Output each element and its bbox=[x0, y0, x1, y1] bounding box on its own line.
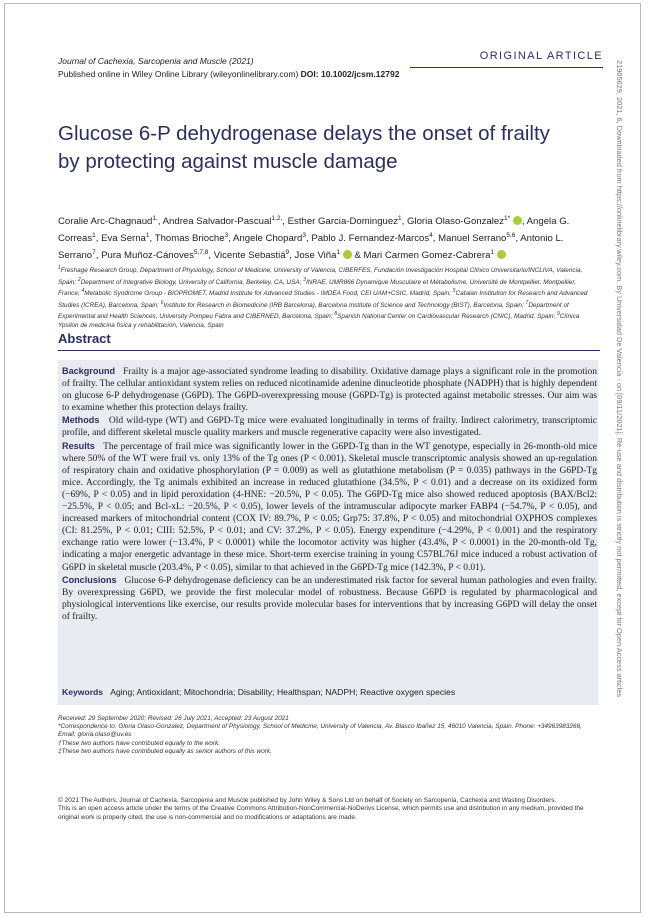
abstract-methods bbox=[62, 414, 597, 439]
conclusions-label: Conclusions bbox=[62, 574, 117, 585]
author-separator: , bbox=[289, 249, 295, 261]
copyright-line: © 2021 The Authors. Journal of Cachexia, Sarcopenia and Muscle published by John Wiley & Sons Ltd on behalf of Society on Sarcopenia, Cachexia and Wasting Disorders. bbox=[58, 797, 557, 804]
doi-link[interactable]: DOI: 10.1002/jcsm.12792 bbox=[300, 69, 400, 79]
publication-info bbox=[58, 69, 399, 79]
author-affiliation-mark: 1,2, bbox=[271, 215, 283, 222]
author-separator: , bbox=[95, 249, 102, 261]
author-name: Esther Garcia-Dominguez bbox=[287, 216, 398, 228]
journal-name: Journal of Cachexia, Sarcopenia and Muscle (2021) bbox=[58, 56, 254, 66]
affiliation-number: 9 bbox=[557, 311, 560, 318]
abstract-background bbox=[62, 365, 597, 414]
author-separator: , bbox=[282, 216, 288, 228]
author-name: Pablo J. Fernandez-Marcos bbox=[311, 232, 430, 244]
author-affiliation-mark: 1 bbox=[336, 248, 341, 256]
author-name: Manuel Serrano bbox=[438, 232, 507, 244]
senior-author-note: ‡These two authors have contributed equally as senior authors of this work. bbox=[58, 747, 272, 755]
author-name: Andrea Salvador-Pascual bbox=[162, 216, 272, 228]
keywords-label: Keywords bbox=[62, 687, 104, 697]
author-name: Angela G. Correas bbox=[58, 216, 570, 244]
abstract-divider bbox=[58, 350, 600, 351]
author-separator: & bbox=[351, 249, 364, 261]
results-text: The percentage of frail mice was significantly lower in the G6PD-Tg than in the WT genotype, especially in 26-month-old mice where 50% of the WT were frail vs. only 13% of the Tg ones (P < 0.001). Skeletal muscle transcriptomic analysis showed an up-regulation of respiratory chain and oxidative phosphorylation (P = 0.009) as well as glutathione metabolism (P = 0.035) pathways in the G6PD-Tg mice. Accordingly, the Tg animals exhibited an increase in reduced glutathione (34.5%, P < 0.01) and a decrease on its oxidized form (−69%, P < 0.05) and in lipid peroxidation (4-HNE: −20.5%, P < 0.05). The G6PD-Tg mice also showed reduced apoptosis (BAX/Bcl2: −25.5%, P < 0.05; and Bcl-xL: −20.5%, P < 0.05), lower levels of the intramuscular adipocyte marker FABP4 (−54.7%, P < 0.05), and increased markers of mitochondrial content (COX IV: 89.7%, P < 0.05; Grp75: 37.8%, P < 0.05) and mitochondrial OXPHOS complexes (CI: 81.25%, P < 0.01; CIII: 52.5%, P < 0.01; and CV: 37.2%, P < 0.05). Energy expenditure (−4.29%, P < 0.001) and the respiratory exchange ratio were lower (−13.4%, P < 0.0001) while the locomotor activity was higher (43.4%, P < 0.0001) in the 20-month-old Tg, indicating a major energetic advantage in these mice. Short-term exercise training in young C57BL76J mice induced a robust activation of G6PD in skeletal muscle (203.4%, P < 0.05), similar to that achieved in the G6PD-Tg mice (142.3%, P < 0.01). bbox=[62, 441, 597, 573]
author-affiliation-mark: 1 bbox=[92, 231, 96, 239]
author-separator: , bbox=[149, 232, 155, 244]
author-name: Gloria Olaso-Gonzalez bbox=[406, 216, 505, 228]
affiliation-number: 5 bbox=[452, 288, 456, 295]
received-dates: Received: 29 September 2020; Revised: 26 July 2021; Accepted: 23 August 2021 bbox=[58, 715, 289, 722]
author-name: Thomas Brioche bbox=[154, 232, 225, 244]
conclusions-text: Glucose 6-P dehydrogenase deficiency can be an underestimated risk factor for several human pathologies and even frailty. By overexpressing G6PD, we provide the first molecular model of robustness. Because G6PD is regulated by pharmacological and physiological interventions like exercise, our results provide molecular bases for interventions that by increasing G6PD will delay the onset of frailty. bbox=[62, 575, 598, 622]
affiliations bbox=[58, 264, 598, 330]
author-separator: , bbox=[521, 216, 527, 228]
methods-text: Old wild-type (WT) and G6PD-Tg mice were evaluated longitudinally in terms of frailty. Indirect calorimetry, transcriptomic profile, and different skeletal muscle quality markers and muscle regenerative capacity were also investigated. bbox=[62, 416, 597, 439]
background-text: Frailty is a major age-associated syndrome leading to disability. Oxidative damage plays a significant role in the promotion of frailty. The cellular antioxidant system relies on reduced nicotinamide adenine dinucleotide phosphate (NADPH) that is highly dependent on glucose 6-P dehydrogenase (G6PD). The G6PD-overexpressing mouse (G6PD-Tg) is protected against metabolic stresses. Our aim was to examine whether this protection delays frailty. bbox=[62, 367, 597, 414]
affiliation-text: Institute for Research in Biomedicine (IRB Barcelona), Barcelona Institute of Science and Technology (BIST), Barcelona, Spain; bbox=[163, 301, 526, 309]
affiliation-number: 3 bbox=[303, 276, 306, 283]
author-name: Mari Carmen Gomez-Cabrera bbox=[363, 249, 491, 261]
author-separator: , bbox=[432, 232, 439, 244]
abstract-results bbox=[62, 440, 597, 574]
affiliation-number: 7 bbox=[525, 299, 529, 306]
author-separator: , bbox=[305, 232, 312, 244]
affiliation-text: Department of Experimental and Health Sciences, University Pompeu Fabra and CIBERNED, Barcelona, Spain; bbox=[58, 301, 569, 321]
methods-label: Methods bbox=[62, 415, 100, 426]
affiliation-text: Freshage Research Group, Department of Physiology, School of Medicine, University of Valencia, CIBERFES, Fundación Investigación Hospital Clínico Universitario/INCLIVA, Valencia, Spain; bbox=[58, 267, 583, 286]
author-affiliation-mark: 1, bbox=[152, 215, 158, 222]
author-separator: , bbox=[95, 232, 102, 244]
correspondence: *Correspondence to: Gloria Olaso-Gonzalez, Department of Physiology, School of Medicine, University of Valencia, Av. Blasco Ibañez 15, 46010 Valencia, Spain. Phone: +34963983266, Email: gloria.olaso@uv.es bbox=[58, 723, 582, 739]
author-affiliation-mark: 5,6 bbox=[506, 231, 516, 239]
affiliation-text: Department of Integrative Biology, University of California, Berkeley, CA, USA; bbox=[80, 278, 304, 286]
author-separator: , bbox=[157, 216, 163, 228]
abstract-heading: Abstract bbox=[58, 331, 111, 346]
affiliation-text: INRAE, UMR866 Dynamique Musculaire et Métabolisme, Université de Montpellier, Montpellier, France; bbox=[58, 278, 576, 298]
author-name: Antonio L. Serrano bbox=[58, 232, 564, 261]
author-name: Jose Viña bbox=[294, 249, 337, 261]
orcid-icon[interactable] bbox=[497, 250, 506, 259]
copyright-notice bbox=[58, 797, 603, 822]
author-separator: , bbox=[208, 249, 214, 261]
abstract-body bbox=[62, 365, 597, 623]
affiliation-text: Spanish National Center on Cardiovascular Research (CNIC), Madrid, Spain; bbox=[337, 313, 558, 321]
affiliation-number: 8 bbox=[334, 311, 338, 318]
article-type-label: ORIGINAL ARTICLE bbox=[479, 50, 603, 62]
author-affiliation-mark: 9 bbox=[285, 248, 290, 256]
download-sidebar bbox=[606, 60, 630, 870]
author-name: Angele Chopard bbox=[233, 232, 303, 244]
author-affiliation-mark: 1 bbox=[145, 231, 150, 239]
orcid-icon[interactable] bbox=[343, 250, 352, 259]
equal-contribution-note: †These two authors have contributed equally to the work. bbox=[58, 739, 220, 747]
author-affiliation-mark: 1 bbox=[398, 215, 402, 222]
header-divider bbox=[410, 67, 603, 68]
affiliation-number: 4 bbox=[81, 288, 85, 295]
keywords bbox=[62, 687, 455, 697]
affiliation-text: Metabolic Syndrome Group - BIOPROMET, Madrid Institute for Advanced Studies - IMDEA Food, CEI UAM+CSIC, Madrid, Spain; bbox=[84, 290, 453, 298]
author-affiliation-mark: 5,7,8 bbox=[193, 248, 209, 256]
author-affiliation-mark: 1 bbox=[490, 248, 495, 256]
author-affiliation-mark: 7 bbox=[92, 248, 96, 256]
affiliation-number: 2 bbox=[77, 276, 81, 283]
affiliation-number: 6 bbox=[160, 299, 164, 306]
author-name: Coralie Arc-Chagnaud bbox=[58, 216, 153, 228]
affiliation-text: Catalan Institution for Research and Advanced Studies (ICREA), Barcelona, Spain; bbox=[58, 290, 588, 309]
author-separator: , bbox=[228, 232, 233, 244]
download-notice: 21905629, 2021, 6, Downloaded from https://onlinelibrary.wiley.com. By Universidad De Valencia - on [09/11/2021]. Re-use and distribution is strictly not permitted, except for Open Access articles bbox=[615, 60, 624, 698]
author-separator: , bbox=[515, 232, 521, 244]
author-separator: , bbox=[401, 216, 407, 228]
author-affiliation-mark: 4 bbox=[429, 231, 433, 239]
author-name: Vicente Sebastiá bbox=[213, 249, 286, 261]
article-notes bbox=[58, 715, 598, 756]
affiliation-text: Clínica Ypsilon de medicina física y rehabilitación, Valencia, Spain bbox=[58, 313, 580, 329]
license-line: This is an open access article under the terms of the Creative Commons Attribution-NonCommercial-NoDerivs License, which permits use and distribution in any medium, provided the original work is properly cited, the use is non-commercial and no modifications or adaptations are made. bbox=[58, 805, 584, 821]
background-label: Background bbox=[62, 366, 116, 376]
author-affiliation-mark: 3 bbox=[302, 231, 306, 239]
keywords-text: Aging; Antioxidant; Mitochondria; Disability; Healthspan; NADPH; Reactive oxygen species bbox=[110, 687, 456, 697]
article-title: Glucose 6-P dehydrogenase delays the onset of frailty by protecting against muscle damage bbox=[58, 122, 550, 173]
author-list bbox=[58, 212, 598, 262]
affiliation-number: 1 bbox=[58, 265, 61, 271]
author-affiliation-mark: 3 bbox=[224, 231, 229, 239]
results-label: Results bbox=[62, 440, 95, 451]
author-name: Eva Serna bbox=[101, 232, 146, 244]
abstract-conclusions bbox=[62, 574, 597, 623]
orcid-icon[interactable] bbox=[513, 216, 522, 225]
author-name: Pura Muñoz-Cánoves bbox=[101, 249, 194, 261]
published-online: Published online in Wiley Online Library (wileyonlinelibrary.com) bbox=[58, 69, 301, 79]
author-affiliation-mark: 1* bbox=[504, 215, 511, 222]
